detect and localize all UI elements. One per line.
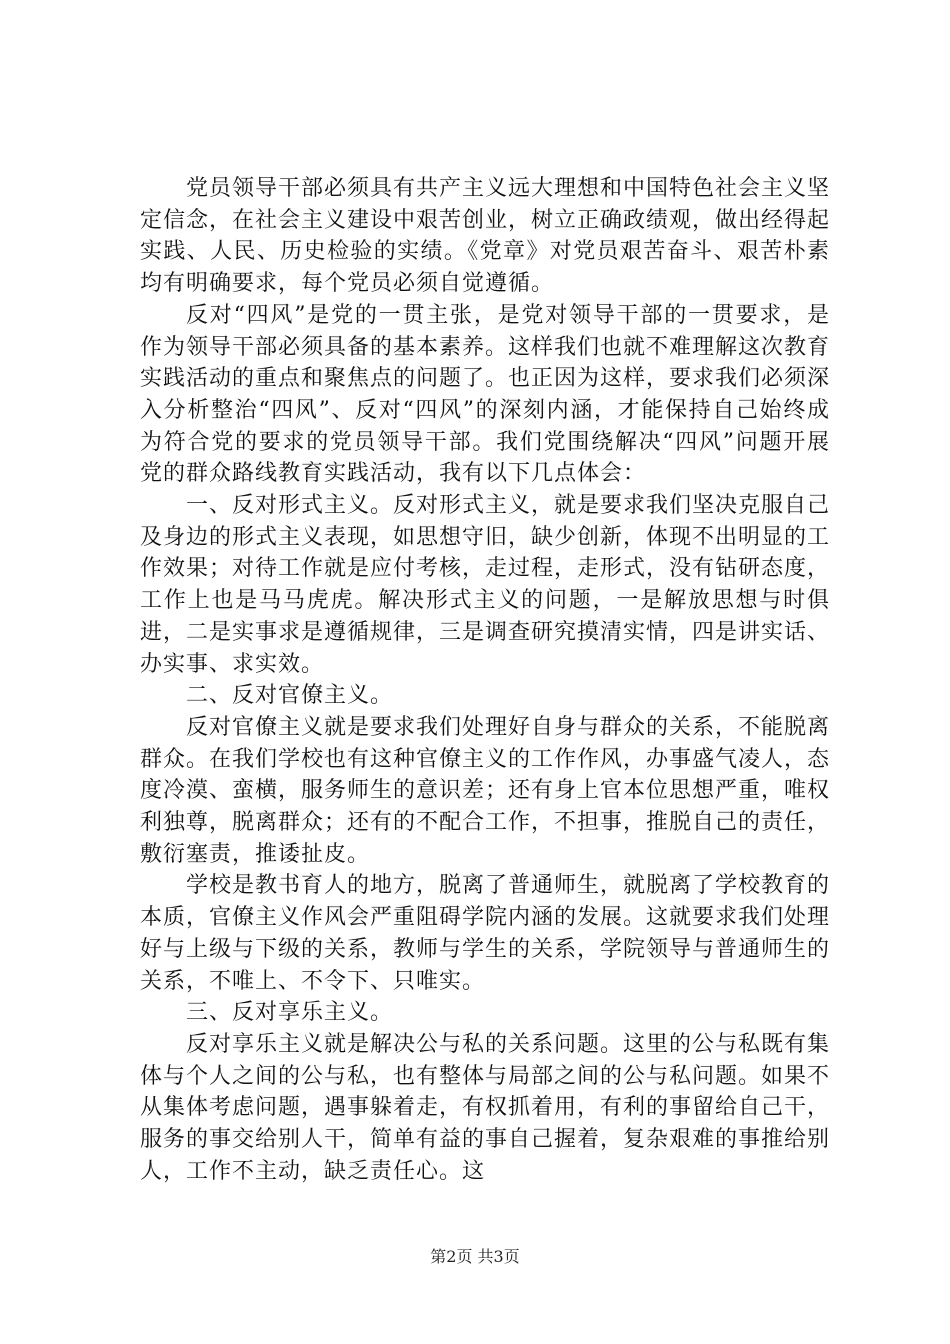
paragraph-2: 反对“四风”是党的一贯主张，是党对领导干部的一贯要求，是作为领导干部必须具备的基本素养。这样我们也就不难理解这次教育实践活动的重点和聚焦点的问题了。也正因为这样，要求我们必须深入分析整治“四风”、反对“四风”的深刻内涵，才能保持自己始终成为符合党的要求的党员领导干部。我们党围绕解决“四风”问题开展党的群众路线教育实践活动，我有以下几点体会： bbox=[140, 302, 831, 487]
page-footer: 第2页 共3页 bbox=[430, 1247, 520, 1266]
section-heading-2: 二、反对官僚主义。 bbox=[186, 683, 394, 709]
paragraph-5: 学校是教书育人的地方，脱离了普通师生，就脱离了学校教育的本质，官僚主义作风会严重阻碍学院内涵的发展。这就要求我们处理好与上级与下级的关系，教师与学生的关系，学院领导与普通师生的关系，不唯上、不令下、只唯实。 bbox=[140, 873, 831, 994]
document-body bbox=[140, 173, 830, 1188]
paragraph-1: 党员领导干部必须具有共产主义远大理想和中国特色社会主义坚定信念，在社会主义建设中艰苦创业，树立正确政绩观，做出经得起实践、人民、历史检验的实绩。《党章》对党员艰苦奋斗、艰苦朴素均有明确要求，每个党员必须自觉遵循。 bbox=[140, 176, 831, 297]
section-heading-3: 三、反对享乐主义。 bbox=[186, 1000, 394, 1026]
paragraph-3: 一、反对形式主义。反对形式主义，就是要求我们坚决克服自己及身边的形式主义表现，如思想守旧，缺少创新，体现不出明显的工作效果；对待工作就是应付考核，走过程，走形式，没有钻研态度，工作上也是马马虎虎。解决形式主义的问题，一是解放思想与时俱进，二是实事求是遵循规律，三是调查研究摸清实情，四是讲实话、办实事、求实效。 bbox=[140, 493, 831, 677]
paragraph-4: 反对官僚主义就是要求我们处理好自身与群众的关系，不能脱离群众。在我们学校也有这种官僚主义的工作作风，办事盛气凌人，态度冷漠、蛮横，服务师生的意识差；还有身上官本位思想严重，唯权利独尊，脱离群众；还有的不配合工作，不担事，推脱自己的责任，敷衍塞责，推诿扯皮。 bbox=[140, 714, 831, 867]
paragraph-6: 反对享乐主义就是解决公与私的关系问题。这里的公与私既有集体与个人之间的公与私，也有整体与局部之间的公与私问题。如果不从集体考虑问题，遇事躲着走，有权抓着用，有利的事留给自己干，服务的事交给别人干，简单有益的事自己握着，复杂艰难的事推给别人，工作不主动，缺乏责任心。这 bbox=[140, 1031, 831, 1184]
